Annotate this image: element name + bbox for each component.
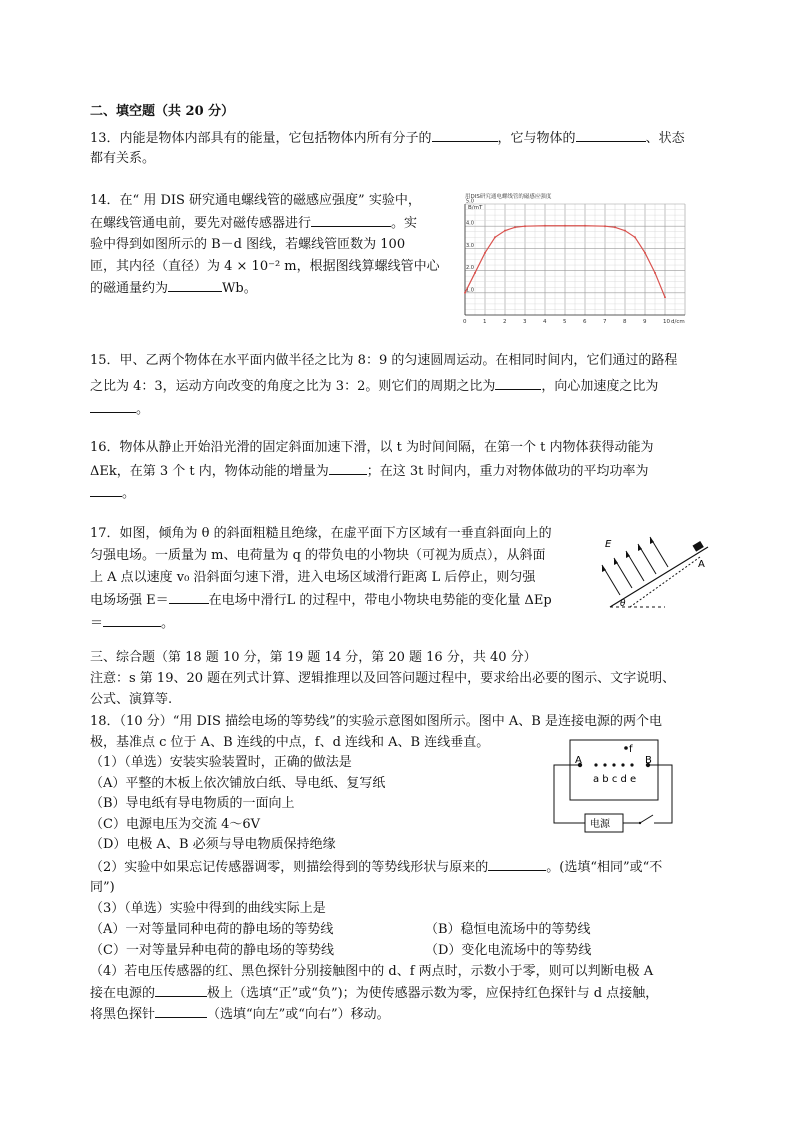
q13-line1 — [90, 127, 685, 149]
q14-text-2a: 在螺线管通电前，要先对磁传感器进行 — [90, 215, 312, 231]
label-electrode-a: A — [575, 755, 582, 766]
q13-text-c: 、状态 — [645, 131, 685, 146]
q15-line1: 15．甲、乙两个物体在水平面内做半径之比为 8：9 的匀速圆周运动。在相同时间内，它们通过的路程 — [90, 353, 678, 368]
y-tick-label: 3.0 — [466, 242, 474, 249]
chart-data-point — [614, 226, 616, 228]
q18-options-block — [90, 753, 385, 856]
q18-option-1c: （C）电源电压为交流 4～6V — [90, 816, 261, 832]
chart-data-point — [514, 226, 516, 228]
label-a: A — [698, 559, 705, 570]
label-power-source: 电源 — [590, 819, 610, 830]
x-tick-label: 3 — [523, 319, 527, 325]
y-tick-label: 1.0 — [466, 287, 474, 294]
q18-option-3c: （C）一对等量异种电荷的静电场的等势线 — [90, 943, 334, 958]
q14-text-2b: 。实 — [391, 215, 418, 231]
q14-line1: 14．在“ 用 DIS 研究通电螺线管的磁感应强度” 实验中， — [90, 193, 421, 208]
point-f — [624, 746, 628, 750]
q16-blank-1[interactable] — [329, 460, 367, 475]
q18-part2-line1 — [90, 856, 662, 878]
q15-blank-2[interactable] — [90, 398, 136, 413]
x-tick-label: 9 — [643, 319, 647, 325]
chart-data-point — [544, 225, 546, 227]
q18-option-3d: （D）变化电流场中的等势线 — [425, 943, 592, 958]
q14-line5 — [90, 277, 440, 300]
q14-blank-2[interactable] — [168, 277, 222, 292]
x-tick-label: 10 — [663, 319, 670, 325]
x-tick-label: 5 — [563, 319, 567, 325]
y-tick-label: 2.0 — [466, 265, 474, 272]
switch-pivot — [639, 822, 641, 824]
label-electrode-b: B — [645, 755, 652, 766]
q18-option-1a: （A）平整的木板上依次铺放白纸、导电纸、复写纸 — [90, 775, 386, 791]
q16-line3 — [90, 482, 135, 504]
q16-text-3: 。 — [122, 486, 136, 501]
chart-data-point — [644, 252, 646, 254]
section-3-title: 三、综合题（第 18 题 10 分，第 19 题 14 分，第 20 题 16 分，共 40 分） — [90, 650, 537, 665]
chart-data-point — [664, 296, 666, 298]
conducting-paper — [570, 740, 658, 800]
chart-data-point — [624, 230, 626, 232]
q14-line4: 匝，其内径（直径）为 4 × 10⁻² m，根据图线算螺线管中心 — [90, 258, 440, 274]
bd-chart — [455, 190, 695, 330]
q15-text-2a: 之比为 4：3，运动方向改变的角度之比为 3：2。则它们的周期之比为 — [90, 379, 496, 394]
q16-blank-2[interactable] — [90, 482, 122, 497]
x-tick-label: 6 — [583, 319, 587, 325]
q18-text-4e: （选填“向左”或“向右”）移动。 — [207, 1007, 390, 1022]
q18-text-4b: 接在电源的 — [90, 986, 156, 1001]
label-points-abcde: a b c d e — [593, 774, 637, 785]
q15-text-3: 。 — [136, 402, 150, 417]
incline-line — [610, 547, 708, 607]
q15-line3 — [90, 398, 149, 420]
q18-text-4c: 极上（选填“正”或“负”)；为使传感器示数为零，应保持红色探针与 d 点接触， — [207, 986, 659, 1001]
q15-text-2b: ，向心加速度之比为 — [541, 379, 659, 394]
q16-line2 — [90, 460, 649, 482]
x-tick-label: 8 — [623, 319, 627, 325]
q17-line4 — [90, 589, 552, 612]
label-e: E — [605, 539, 612, 550]
x-tick-label: 2 — [503, 319, 507, 325]
q14-blank-1[interactable] — [311, 212, 391, 227]
q18-part4-line3 — [90, 1003, 390, 1025]
q18-blank-4a[interactable] — [155, 982, 207, 997]
note-line2: 公式、演算等. — [90, 692, 173, 707]
q17-line1: 17．如图，倾角为 θ 的斜面粗糙且绝缘，在虚平面下方区域有一垂直斜面向上的 — [90, 526, 552, 541]
q17-text-4b: 在电场中滑行L 的过程中，带电小物块电势能的变化量 ΔEp — [208, 593, 552, 608]
chart-data-point — [584, 225, 586, 227]
q18-text-4d: 将黑色探针 — [90, 1007, 156, 1022]
q13-text-a: 13．内能是物体内部具有的能量，它包括物体内所有分子的 — [90, 131, 432, 146]
chart-data-point — [634, 236, 636, 238]
y-tick-label: 4.0 — [466, 220, 474, 227]
x-tick-label: 0 — [463, 319, 467, 325]
label-point-f: f — [629, 744, 633, 755]
q18-part1: （1）（单选）安装实验装置时，正确的做法是 — [90, 755, 352, 770]
q13-text-b: ，它与物体的 — [497, 131, 576, 146]
chart-data-point — [524, 225, 526, 227]
chart-data-point — [654, 272, 656, 274]
q18-part2-line2: 同”) — [90, 880, 115, 895]
switch — [640, 815, 653, 823]
q18-part4-line1: （4）若电压传感器的红、黑色探针分别接触图中的 d、f 两点时，示数小于零，则可以判断电极 A — [90, 964, 654, 979]
x-tick-label: 4 — [543, 319, 547, 325]
chart-data-point — [484, 252, 486, 254]
chart-title: 用DIS研究通电螺线管的磁感应强度 — [465, 194, 552, 200]
chart-data-point — [604, 225, 606, 227]
q17-line5 — [90, 612, 552, 635]
q17-text-5: ＝ — [90, 616, 104, 631]
q17-line3: 上 A 点以速度 v₀ 沿斜面匀速下滑，进入电场区域滑行距离 L 后停止，则匀强 — [90, 570, 536, 585]
q17-period: 。 — [161, 616, 175, 631]
chart-data-point — [504, 230, 506, 232]
chart-data-point — [494, 236, 496, 238]
label-theta: θ — [620, 599, 626, 609]
chart-data-point — [464, 292, 466, 294]
q18-option-1d: （D）电极 A、B 必须与导电物质保持绝缘 — [90, 837, 336, 852]
q15-line2 — [90, 375, 658, 397]
q18-blank-4b[interactable] — [155, 1003, 207, 1018]
q18-part3: （3）（单选）实验中得到的曲线实际上是 — [90, 901, 326, 916]
x-tick-label: 1 — [483, 319, 487, 325]
q17-line2: 匀强电场。一质量为 m、电荷量为 q 的带负电的小物块（可视为质点），从斜面 — [90, 548, 546, 563]
q18-line1: 18．（10 分）“用 DIS 描绘电场的等势线”的实验示意图如图所示。图中 A、B 是连接电源的两个电 — [90, 714, 662, 729]
q17-block — [90, 523, 552, 635]
q17-blank-2[interactable] — [103, 612, 161, 627]
q13-line2: 都有关系。 — [90, 151, 156, 166]
q14-block — [90, 190, 440, 300]
chart-data-point — [474, 272, 476, 274]
q18-blank-2[interactable] — [488, 856, 546, 871]
q18-figure — [550, 735, 680, 845]
q17-text-4a: 电场场强 E＝ — [90, 593, 169, 608]
q18-option-3a: （A）一对等量同种电荷的静电场的等势线 — [90, 922, 334, 937]
q16-line1: 16．物体从静止开始沿光滑的固定斜面加速下滑，以 t 为时间间隔，在第一个 t 内物体获得动能为 — [90, 440, 654, 455]
y-tick-label: 5.0 — [466, 198, 474, 205]
section-2-title: 二、填空题（共 20 分） — [90, 104, 235, 119]
chart-xlabel: d/cm — [671, 319, 685, 325]
field-arrows — [602, 537, 668, 595]
q13-blank-1[interactable] — [432, 127, 498, 142]
q18-option-3b: （B）稳恒电流场中的等势线 — [425, 922, 591, 937]
q16-text-2b: ；在这 3t 时间内，重力对物体做功的平均功率为 — [366, 464, 649, 479]
q17-figure — [590, 525, 720, 615]
wire-right — [648, 765, 672, 823]
field-boundary-dashed — [630, 557, 700, 607]
q15-blank-1[interactable] — [495, 375, 541, 390]
reference-points — [594, 763, 633, 766]
q14-text-5b: Wb。 — [222, 281, 257, 296]
q18-option-1b: （B）导电纸有导电物质的一面向上 — [90, 796, 295, 811]
q18-part4-line2 — [90, 982, 658, 1004]
q14-line3: 验中得到如图所示的 B－d 图线，若螺线管匝数为 100 — [90, 237, 406, 252]
q14-line2 — [90, 212, 440, 235]
q13-blank-2[interactable] — [576, 127, 646, 142]
q16-text-2a: ΔEk，在第 3 个 t 内，物体动能的增量为 — [90, 464, 329, 479]
q18-text-2a: （2）实验中如果忘记传感器调零，则描绘得到的等势线形状与原来的 — [90, 860, 489, 875]
q17-blank-1[interactable] — [169, 589, 209, 604]
note-line1: 注意：s 第 19、20 题在列式计算、逻辑推理以及回答问题过程中，要求给出必要的图示、文字说明、 — [90, 671, 676, 686]
q18-line2: 极，基准点 c 位于 A、B 连线的中点，f、d 连线和 A、B 连线垂直。 — [90, 735, 490, 750]
x-tick-label: 7 — [603, 319, 607, 325]
q14-text-5a: 的磁通量约为 — [90, 281, 169, 296]
q18-text-2b: 。(选填“相同”或“不 — [546, 860, 663, 875]
chart-ylabel: B/mT — [468, 205, 483, 211]
chart-data-point — [564, 225, 566, 227]
